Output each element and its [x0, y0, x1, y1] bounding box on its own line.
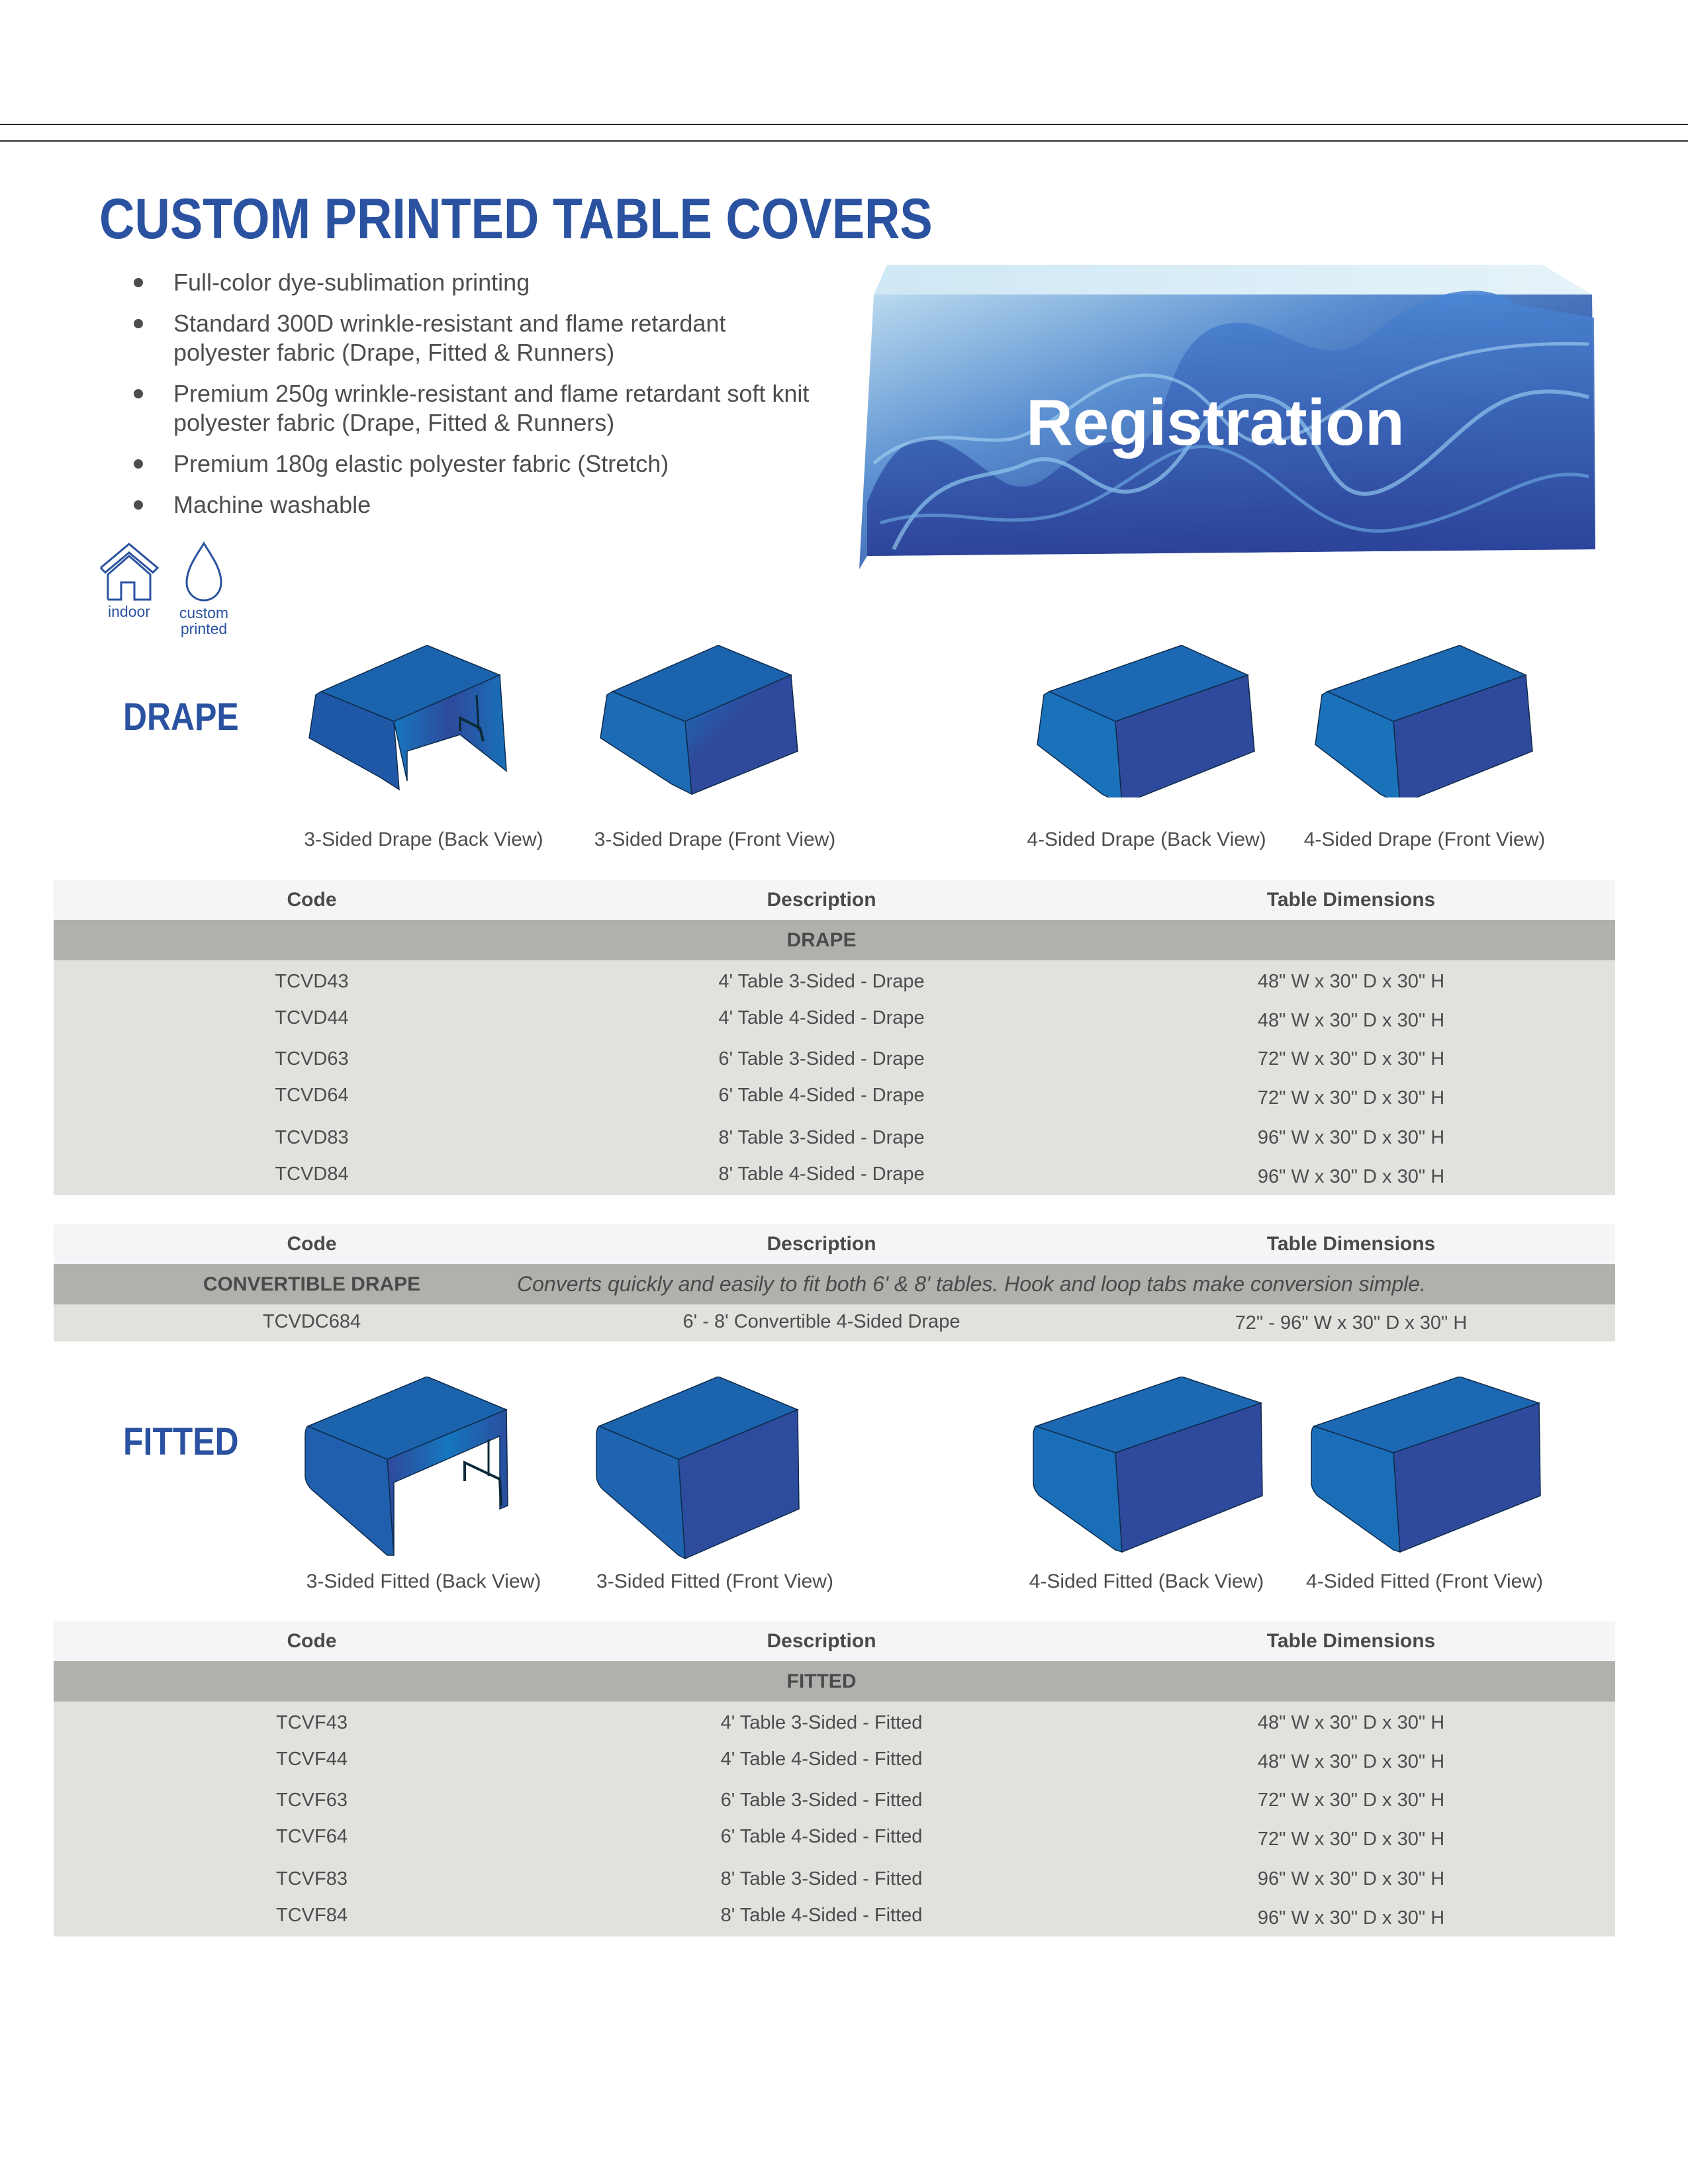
cell-code: TCVF63: [276, 1790, 348, 1811]
caption-4-sided-drape-front: 4-Sided Drape (Front View): [1303, 829, 1546, 850]
category-band: [54, 920, 1615, 960]
cell-dimensions: 96" W x 30" D x 30" H: [1257, 1907, 1445, 1929]
category-band-label: CONVERTIBLE DRAPE: [203, 1273, 421, 1295]
column-header-description: Description: [767, 1233, 876, 1255]
feature-bullet: Full-color dye-sublimation printing: [132, 268, 874, 297]
feature-label-custom-printed: custom printed: [179, 604, 229, 637]
convertible-drape-table: [54, 1224, 1615, 1342]
category-band: [54, 1661, 1615, 1702]
hero-table-cover-image: [854, 265, 1602, 576]
section-label-fitted: FITTED: [123, 1420, 239, 1463]
column-header-dimensions: Table Dimensions: [1266, 889, 1436, 911]
image-4-sided-fitted-front: [1307, 1377, 1559, 1562]
drape-table: [54, 880, 1615, 1195]
cell-dimensions: 48" W x 30" D x 30" H: [1257, 1751, 1445, 1772]
image-3-sided-drape-front: [592, 645, 844, 797]
cell-dimensions: 48" W x 30" D x 30" H: [1257, 1010, 1445, 1031]
table-row: [54, 1005, 1615, 1031]
table-body: [54, 1702, 1615, 1936]
table-body: [54, 1304, 1615, 1342]
cell-code: TCVD84: [275, 1163, 349, 1185]
cell-code: TCVD63: [275, 1048, 349, 1069]
cell-dimensions: 72" W x 30" D x 30" H: [1257, 1790, 1445, 1811]
table-row: [54, 1787, 1615, 1813]
category-band-note: Converts quickly and easily to fit both 6' & 8' tables. Hook and loop tabs make conversion simple.: [517, 1272, 1426, 1296]
cell-dimensions: 96" W x 30" D x 30" H: [1257, 1166, 1445, 1187]
table-body: [54, 960, 1615, 1195]
cell-dimensions: 72" W x 30" D x 30" H: [1257, 1087, 1445, 1109]
cell-code: TCVD44: [275, 1007, 349, 1028]
image-4-sided-drape-back: [1029, 645, 1281, 797]
section-label-drape: DRAPE: [123, 696, 239, 739]
table-row: [54, 1866, 1615, 1892]
cell-code: TCVF83: [276, 1868, 348, 1889]
cell-description: 6' - 8' Convertible 4-Sided Drape: [682, 1311, 961, 1332]
bullet-dot: [134, 500, 143, 510]
cell-code: TCVD43: [275, 971, 349, 992]
fitted-table: [54, 1621, 1615, 1936]
image-3-sided-fitted-front: [592, 1377, 844, 1562]
cell-dimensions: 48" W x 30" D x 30" H: [1257, 971, 1445, 992]
table-header: [54, 1621, 1615, 1661]
cell-dimensions: 96" W x 30" D x 30" H: [1257, 1868, 1445, 1889]
cell-description: 8' Table 4-Sided - Fitted: [720, 1905, 923, 1926]
caption-4-sided-fitted-back: 4-Sided Fitted (Back View): [1029, 1570, 1264, 1592]
cell-description: 8' Table 4-Sided - Drape: [718, 1163, 925, 1185]
cell-dimensions: 96" W x 30" D x 30" H: [1257, 1127, 1445, 1148]
table-row: [54, 1902, 1615, 1929]
cell-description: 6' Table 3-Sided - Drape: [718, 1048, 925, 1069]
table-row: [54, 1308, 1615, 1335]
column-header-code: Code: [287, 1233, 337, 1255]
category-band-label: DRAPE: [786, 929, 857, 951]
cell-description: 4' Table 4-Sided - Fitted: [720, 1749, 923, 1770]
cell-dimensions: 48" W x 30" D x 30" H: [1257, 1712, 1445, 1733]
cell-code: TCVF64: [276, 1826, 348, 1847]
feature-indoor: [98, 541, 160, 601]
bullet-dot: [134, 319, 143, 328]
cell-code: TCVD83: [275, 1127, 349, 1148]
cell-dimensions: 72" W x 30" D x 30" H: [1257, 1048, 1445, 1069]
feature-label-indoor: indoor: [108, 603, 150, 620]
caption-4-sided-fitted-front: 4-Sided Fitted (Front View): [1306, 1570, 1543, 1592]
image-4-sided-fitted-back: [1029, 1377, 1281, 1562]
column-header-dimensions: Table Dimensions: [1266, 1630, 1436, 1652]
column-header-code: Code: [287, 1630, 337, 1652]
cell-description: 6' Table 4-Sided - Drape: [718, 1085, 925, 1106]
image-3-sided-fitted-back: [301, 1377, 553, 1562]
caption-3-sided-fitted-front: 3-Sided Fitted (Front View): [596, 1570, 833, 1592]
cell-description: 6' Table 3-Sided - Fitted: [720, 1790, 923, 1811]
category-band: [54, 1264, 1615, 1304]
feature-list: [132, 268, 874, 531]
column-header-description: Description: [767, 889, 876, 911]
caption-4-sided-drape-back: 4-Sided Drape (Back View): [1027, 829, 1266, 850]
feature-bullet: Premium 180g elastic polyester fabric (Stretch): [132, 449, 874, 478]
cell-dimensions: 72" W x 30" D x 30" H: [1257, 1829, 1445, 1850]
table-row: [54, 968, 1615, 995]
caption-3-sided-fitted-back: 3-Sided Fitted (Back View): [306, 1570, 541, 1592]
cell-description: 4' Table 3-Sided - Drape: [718, 971, 925, 992]
hero-text: Registration: [1026, 386, 1405, 459]
top-rule-2: [0, 140, 1688, 142]
image-3-sided-drape-back: [301, 645, 553, 797]
feature-bullet: Standard 300D wrinkle-resistant and flame retardant polyester fabric (Drape, Fitted & Runners): [132, 309, 874, 367]
table-row: [54, 1161, 1615, 1187]
cell-description: 8' Table 3-Sided - Fitted: [720, 1868, 923, 1889]
top-rule: [0, 124, 1688, 125]
category-band-label: FITTED: [786, 1670, 857, 1692]
column-header-dimensions: Table Dimensions: [1266, 1233, 1436, 1255]
table-row: [54, 1746, 1615, 1772]
cell-dimensions: 72" - 96" W x 30" D x 30" H: [1235, 1312, 1468, 1334]
table-row: [54, 1709, 1615, 1736]
cell-code: TCVDC684: [262, 1311, 361, 1332]
feature-bullet: Premium 250g wrinkle-resistant and flame retardant soft knit polyester fabric (Drape, Fitted & Runners): [132, 379, 874, 437]
bullet-dot: [134, 389, 143, 398]
bullet-dot: [134, 278, 143, 287]
cell-description: 6' Table 4-Sided - Fitted: [720, 1826, 923, 1847]
table-row: [54, 1124, 1615, 1151]
image-4-sided-drape-front: [1307, 645, 1559, 797]
page-title: CUSTOM PRINTED TABLE COVERS: [99, 187, 933, 251]
column-header-code: Code: [287, 889, 337, 911]
caption-3-sided-drape-back: 3-Sided Drape (Back View): [304, 829, 543, 850]
table-row: [54, 1823, 1615, 1850]
cell-description: 4' Table 4-Sided - Drape: [718, 1007, 925, 1028]
cell-code: TCVF84: [276, 1905, 348, 1926]
caption-3-sided-drape-front: 3-Sided Drape (Front View): [594, 829, 836, 850]
column-header-description: Description: [767, 1630, 876, 1652]
cell-description: 8' Table 3-Sided - Drape: [718, 1127, 925, 1148]
cell-description: 4' Table 3-Sided - Fitted: [720, 1712, 923, 1733]
table-row: [54, 1046, 1615, 1072]
cell-code: TCVF43: [276, 1712, 348, 1733]
bullet-dot: [134, 459, 143, 469]
table-row: [54, 1082, 1615, 1109]
feature-custom-printed: [184, 541, 224, 602]
table-header: [54, 880, 1615, 920]
feature-bullet: Machine washable: [132, 490, 874, 520]
table-header: [54, 1224, 1615, 1264]
cell-code: TCVF44: [276, 1749, 348, 1770]
cell-code: TCVD64: [275, 1085, 349, 1106]
droplet-icon: [184, 541, 224, 602]
house-icon: [98, 541, 160, 601]
